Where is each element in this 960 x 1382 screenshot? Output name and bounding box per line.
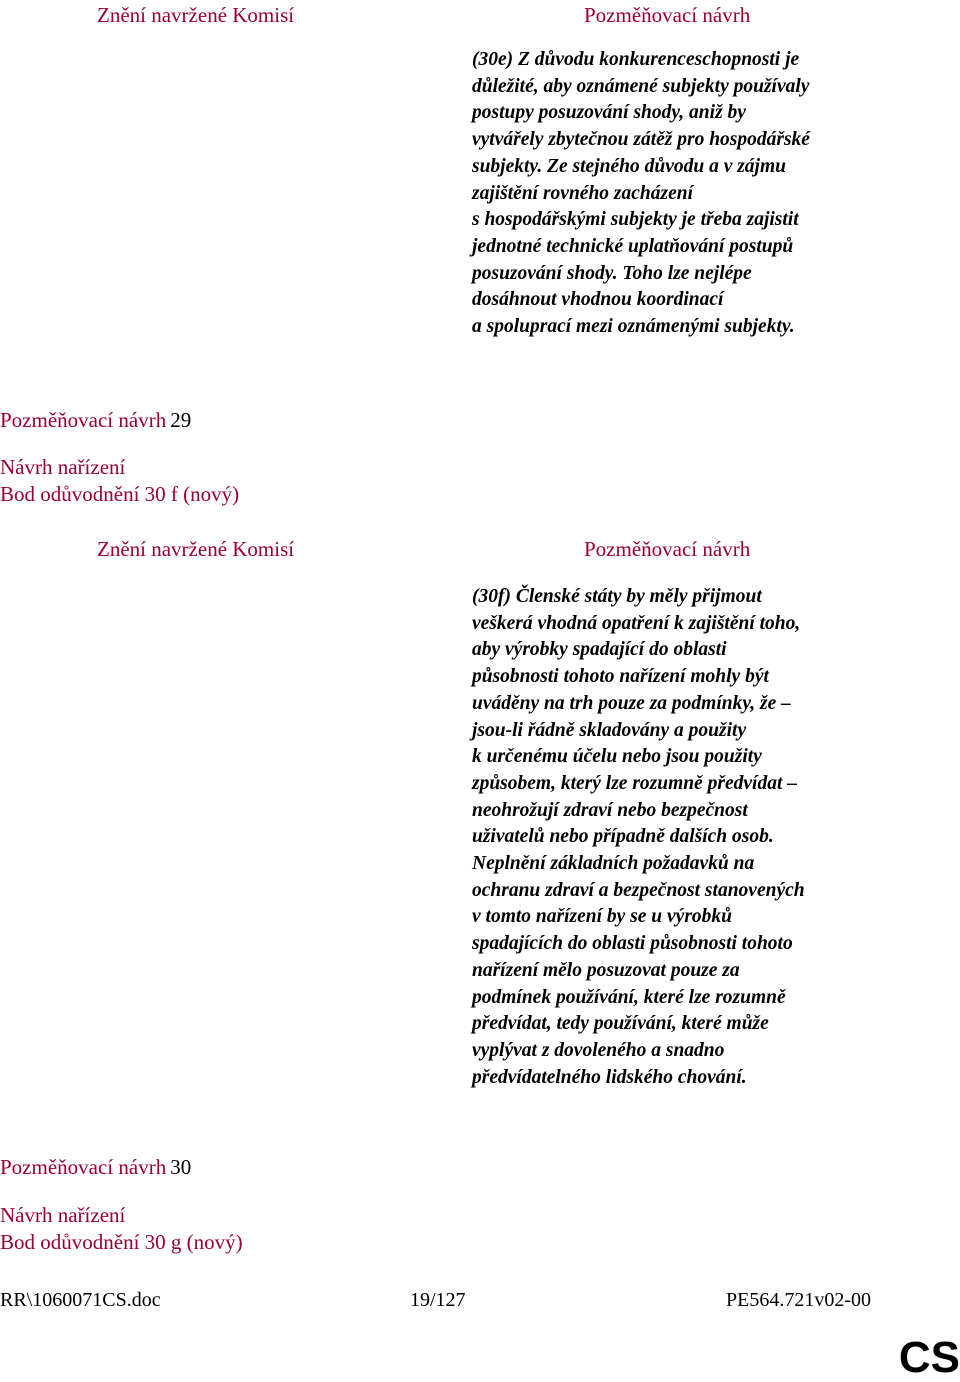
text-line: důležité, aby oznámené subjekty používaly — [472, 75, 810, 97]
text-line: k určenému účelu nebo jsou použity — [472, 746, 762, 768]
text-line: působnosti tohoto nařízení mohly být — [472, 666, 769, 688]
text-line: subjekty. Ze stejného důvodu a v zájmu — [472, 155, 786, 177]
text-line: ochranu zdraví a bezpečnost stanovených — [472, 879, 805, 901]
text-line: uváděny na trh pouze za podmínky, že – — [472, 692, 791, 714]
recital-reference: Bod odůvodnění 30 f (nový) — [0, 482, 240, 506]
language-code: CS — [898, 1333, 960, 1382]
amendment-30-title — [0, 1155, 191, 1179]
text-line: (30e) Z důvodu konkurenceschopnosti je — [472, 49, 800, 70]
text-line: neohrožují zdraví nebo bezpečnost — [472, 799, 748, 821]
text-line: vytvářely zbytečnou zátěž pro hospodářské — [472, 129, 810, 151]
text-line: dosáhnout vhodnou koordinací — [472, 289, 724, 311]
text-line: posuzování shody. Toho lze nejlépe — [472, 262, 752, 284]
text-line: (30f) Členské státy by měly přijmout — [472, 586, 762, 607]
text-line: veškerá vhodná opatření k zajištění toho, — [472, 612, 801, 634]
text-line: Neplnění základních požadavků na — [472, 853, 755, 875]
recital-reference: Bod odůvodnění 30 g (nový) — [0, 1230, 243, 1254]
amendment-number: 30 — [170, 1155, 192, 1179]
text-line: jednotné technické uplatňování postupů — [472, 235, 794, 257]
amendment-text-30e — [472, 47, 912, 341]
text-line: nařízení mělo posuzovat pouze za — [472, 959, 740, 981]
right-column-header: Pozměňovací návrh — [584, 537, 751, 561]
text-line: spadajících do oblasti působnosti tohoto — [472, 933, 793, 955]
text-line: aby výrobky spadající do oblasti — [472, 639, 727, 661]
text-line: způsobem, který lze rozumně předvídat – — [472, 772, 797, 794]
amendment-number: 29 — [170, 408, 192, 432]
text-line: a spoluprací mezi oznámenými subjekty. — [472, 316, 795, 338]
left-column-header: Znění navržené Komisí — [97, 537, 295, 561]
text-line: vyplývat z dovoleného a snadno — [472, 1039, 725, 1061]
footer-document-reference: RR\1060071CS.doc — [0, 1289, 161, 1311]
proposal-title: Návrh nařízení — [0, 455, 126, 479]
text-line: zajištění rovného zacházení — [472, 182, 694, 204]
text-line: s hospodářskými subjekty je třeba zajistit — [472, 209, 799, 231]
footer-pe-reference: PE564.721v02-00 — [726, 1289, 871, 1311]
footer-page-number: 19/127 — [410, 1289, 466, 1311]
proposal-title: Návrh nařízení — [0, 1203, 126, 1227]
text-line: uživatelů nebo případně dalších osob. — [472, 826, 774, 848]
text-line: jsou-li řádně skladovány a použity — [472, 719, 747, 741]
text-line: v tomto nařízení by se u výrobků — [472, 906, 733, 928]
left-column-header: Znění navržené Komisí — [97, 3, 295, 27]
text-line: předvídatelného lidského chování. — [472, 1066, 747, 1088]
text-line: předvídat, tedy používání, které může — [472, 1013, 769, 1035]
amendment-label: Pozměňovací návrh — [0, 1155, 167, 1179]
right-column-header: Pozměňovací návrh — [584, 3, 751, 27]
amendment-29-title — [0, 408, 191, 432]
text-line: postupy posuzování shody, aniž by — [472, 102, 746, 124]
amendment-label: Pozměňovací návrh — [0, 408, 167, 432]
text-line: podmínek používání, které lze rozumně — [472, 986, 786, 1008]
amendment-text-30f — [472, 584, 912, 1091]
